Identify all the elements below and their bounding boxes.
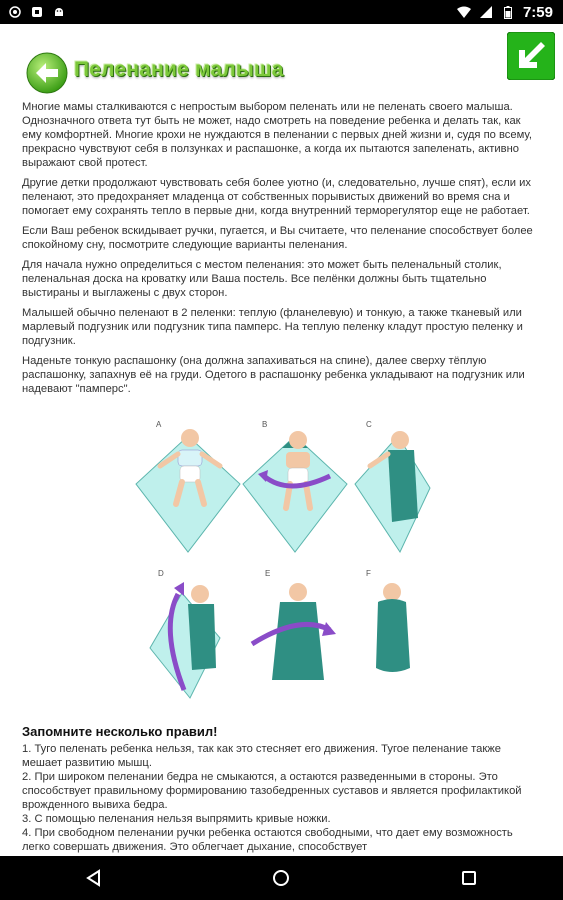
article-text (22, 100, 542, 402)
rules-title: Запомните несколько правил! (22, 724, 218, 739)
step-label: A (156, 420, 162, 429)
step-label: D (158, 569, 164, 578)
app-header (0, 24, 563, 110)
security-icon (30, 5, 44, 19)
page-title: Пеленание малыша (74, 58, 284, 81)
notification-icon (8, 5, 22, 19)
arrow-down-left-icon (507, 32, 555, 80)
corner-action-button[interactable] (507, 32, 555, 80)
list-item: 2. При широком пеленании бедра не смыкаются, а остаются разведенными в стороны. Это способствует правильному формированию тазобедренных суставов и является профилактикой врожденного вывиха бедра. (22, 771, 522, 811)
signal-icon (479, 5, 493, 19)
nav-recents-button[interactable] (454, 863, 484, 893)
step-label: F (366, 569, 371, 578)
back-button[interactable] (26, 52, 68, 94)
rules-list (22, 742, 542, 854)
paragraph: Малышей обычно пеленают в 2 пеленки: теплую (фланелевую) и тонкую, а также тканевый или марлевый подгузник или подгузник типа памперс. На теплую пеленку кладут простую пеленку и подгузник. (22, 307, 523, 347)
nav-home-button[interactable] (266, 863, 296, 893)
clock: 7:59 (522, 3, 553, 21)
step-label: B (262, 420, 268, 429)
nav-back-button[interactable] (79, 863, 109, 893)
back-triangle-icon (84, 868, 104, 888)
swaddling-illustration (130, 418, 440, 708)
list-item: 4. При свободном пеленании ручки ребенка остаются свободными, что дает ему возможность легко совершать движения. Это облегчает дыхание, способствует (22, 827, 513, 853)
navigation-bar (0, 856, 563, 900)
home-circle-icon (271, 868, 291, 888)
paragraph: Если Ваш ребенок вскидывает ручки, пугается, и Вы считаете, что пеленание способствует более спокойному сну, посмотрите следующие варианты пеленания. (22, 225, 533, 251)
paragraph: Другие детки продолжают чувствовать себя более уютно (и, следовательно, лучше спят), если их пеленают, это предохраняет младенца от собственных порывистых движений во время сна и помогает ему сохранять тепло в первые дни, когда внутренний терморегулятор еще не работает. (22, 177, 531, 217)
status-bar (0, 0, 563, 24)
battery-icon (501, 5, 515, 19)
list-item: 3. С помощью пеленания нельзя выпрямить кривые ножки. (22, 813, 331, 825)
recents-square-icon (459, 868, 479, 888)
step-label: E (265, 569, 271, 578)
wifi-icon (457, 5, 471, 19)
step-label: C (366, 420, 372, 429)
list-item: 1. Туго пеленать ребенка нельзя, так как это стесняет его движения. Тугое пеленание также мешает развитию мышц. (22, 743, 501, 769)
paragraph: Многие мамы сталкиваются с непростым выбором пеленать или не пеленать своего малыша. Однозначного ответа тут быть не может, надо смотреть на поведение ребенка и делать так, как ему комфортней. Многие крохи не нуждаются в пеленании с первых дней жизни и, судя по всему, прекрасно чувствуют себя в ползунках и распашонке, а когда их пытаются запеленать, активно выражают свой протест. (22, 101, 533, 169)
arrow-left-icon (26, 52, 68, 94)
paragraph: Наденьте тонкую распашонку (она должна запахиваться на спине), далее сверху тёплую распашонку, запахнув её на груди. Одетого в распашонку ребенка укладывают на подгузник или надевают "памперс". (22, 355, 525, 395)
android-icon (52, 5, 66, 19)
paragraph: Для начала нужно определиться с местом пеленания: это может быть пеленальный столик, пеленальная доска на кроватку или Ваша постель. Все пелёнки должны быть тщательно выстираны и выглажены с двух сторон. (22, 259, 502, 299)
